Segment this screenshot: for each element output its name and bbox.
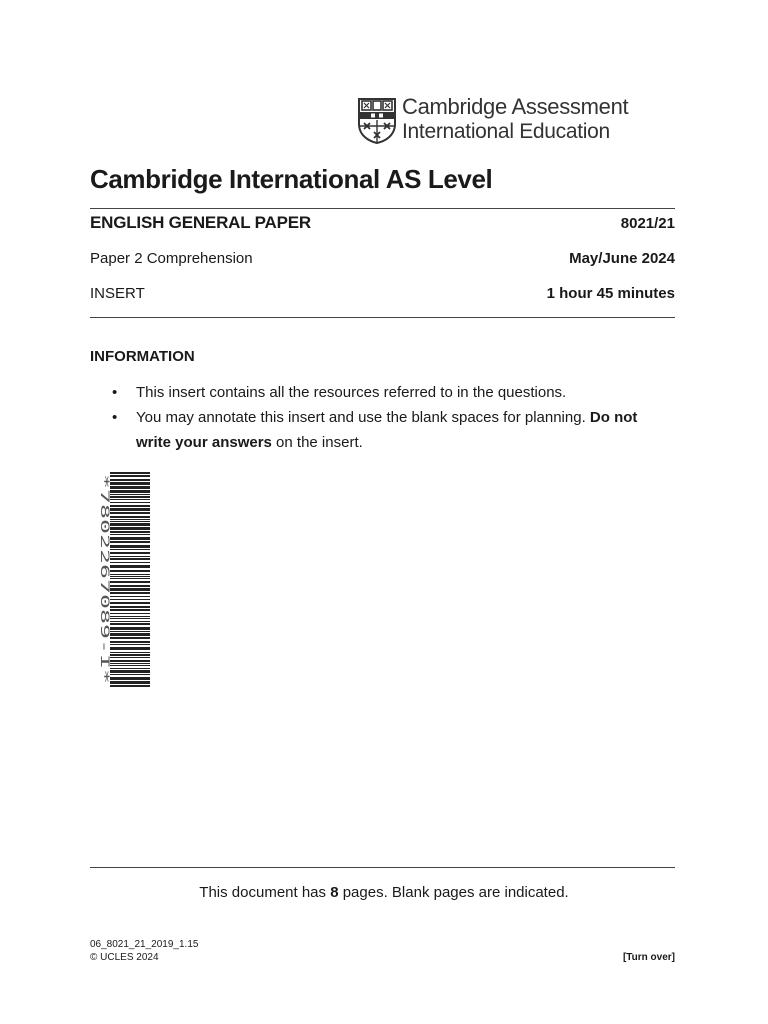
bullet-icon: • [112, 384, 118, 401]
header-divider [90, 317, 675, 318]
barcode-stripe [110, 637, 150, 639]
barcode-stripe [110, 623, 150, 625]
information-heading: INFORMATION [90, 348, 195, 365]
barcode-stripe [110, 552, 150, 554]
barcode [96, 470, 152, 688]
page-count-prefix: This document has [199, 884, 331, 901]
page-count-note [0, 884, 768, 901]
page-count-number: 8 [330, 884, 339, 901]
paper-name: Paper 2 Comprehension [90, 250, 253, 267]
barcode-stripe [110, 512, 150, 514]
barcode-stripe [110, 596, 150, 597]
information-list [110, 380, 675, 455]
barcode-text: *7802267089-I* [98, 474, 112, 571]
barcode-stripe [110, 618, 150, 619]
barcode-stripe [110, 499, 150, 500]
subject-name: ENGLISH GENERAL PAPER [90, 213, 311, 232]
barcode-stripe [110, 647, 150, 650]
logo-line-1: Cambridge Assessment [402, 94, 629, 119]
logo-wordmark [402, 96, 628, 142]
barcode-stripe [110, 585, 150, 587]
barcode-stripe [110, 562, 150, 563]
barcode-stripe [110, 621, 150, 622]
logo-line-2: International Education [402, 120, 610, 143]
information-text-2-bold: Do not write your answers [136, 409, 638, 451]
barcode-stripe [110, 609, 150, 611]
barcode-stripe [110, 581, 150, 583]
barcode-stripe [110, 670, 150, 673]
copyright-notice: © UCLES 2024 [90, 952, 159, 963]
footer-divider [90, 867, 675, 868]
barcode-stripe [110, 644, 150, 645]
barcode-stripe [110, 496, 150, 498]
information-text-2b: on the insert. [271, 434, 363, 451]
barcode-stripe [110, 613, 150, 614]
barcode-stripe [110, 502, 150, 503]
barcode-stripe [110, 490, 150, 493]
page-count-suffix: pages. Blank pages are indicated. [338, 884, 569, 901]
barcode-stripe [110, 681, 150, 684]
document-id: 06_8021_21_2019_1.15 [90, 939, 199, 950]
barcode-stripe [110, 479, 150, 481]
barcode-stripe [110, 631, 150, 632]
information-text-1: This insert contains all the resources referred to in the questions. [136, 384, 567, 401]
barcode-stripe [110, 516, 150, 518]
barcode-stripe [110, 519, 150, 520]
barcode-stripe [110, 641, 150, 643]
barcode-stripe [110, 472, 150, 474]
barcode-stripe [110, 556, 150, 557]
barcode-stripe [110, 565, 150, 568]
barcode-stripe [110, 652, 150, 653]
barcode-stripe [110, 685, 150, 687]
barcode-stripe [110, 531, 150, 533]
barcode-stripe [110, 616, 150, 617]
barcode-stripe [110, 494, 150, 495]
barcode-stripe [110, 523, 150, 526]
barcode-stripe [110, 574, 150, 575]
title-divider [90, 208, 675, 209]
barcode-stripe [110, 592, 150, 594]
barcode-stripe [110, 657, 150, 658]
barcode-stripe [110, 482, 150, 485]
bullet-icon: • [112, 409, 118, 426]
barcode-stripe [110, 627, 150, 630]
barcode-stripe [110, 633, 150, 636]
barcode-stripe [110, 660, 150, 662]
barcode-stripe [110, 606, 150, 608]
barcode-stripe [110, 541, 150, 543]
barcode-stripe [110, 558, 150, 560]
exam-duration: 1 hour 45 minutes [546, 285, 675, 302]
barcode-stripe [110, 599, 150, 600]
barcode-stripe [110, 545, 150, 548]
barcode-stripe [110, 505, 150, 507]
barcode-stripe [110, 570, 150, 572]
paper-code: 8021/21 [620, 215, 675, 232]
barcode-stripe [110, 663, 150, 664]
barcode-stripe [110, 677, 150, 680]
barcode-stripe [110, 576, 150, 577]
barcode-stripe [110, 578, 150, 579]
barcode-stripe [110, 602, 150, 604]
barcode-stripe [110, 674, 150, 675]
barcode-stripe [110, 588, 150, 591]
barcode-stripe [110, 537, 150, 540]
information-item-1 [110, 380, 675, 405]
turn-over-label: [Turn over] [622, 952, 675, 963]
barcode-stripe [110, 475, 150, 477]
barcode-stripe [110, 668, 150, 669]
barcode-stripe [110, 486, 150, 489]
barcode-stripe [110, 527, 150, 530]
information-text-2a: You may annotate this insert and use the blank spaces for planning. [136, 409, 590, 426]
barcode-stripe [110, 508, 150, 511]
page-title: Cambridge International AS Level [90, 164, 493, 194]
cambridge-shield-icon [358, 98, 396, 144]
barcode-stripe [110, 534, 150, 535]
barcode-stripe [110, 549, 150, 550]
barcode-stripe [110, 521, 150, 522]
document-type: INSERT [90, 285, 145, 302]
barcode-stripe [110, 665, 150, 666]
cambridge-logo [358, 96, 628, 146]
barcode-bars [110, 472, 150, 687]
exam-session: May/June 2024 [569, 250, 675, 267]
barcode-stripe [110, 654, 150, 656]
information-item-2 [110, 405, 675, 455]
